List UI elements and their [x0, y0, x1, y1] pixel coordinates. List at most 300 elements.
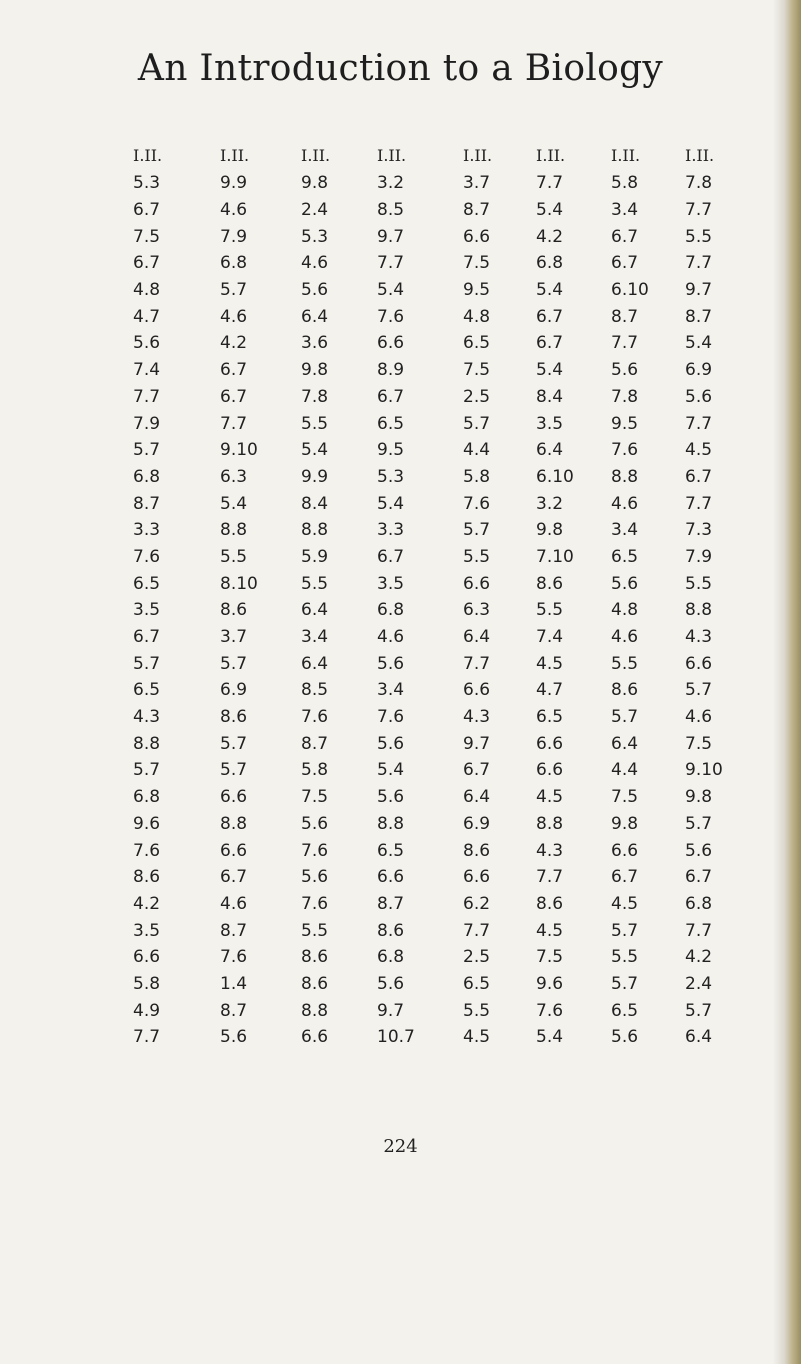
table-cell: 5.7: [685, 1000, 713, 1021]
table-row: [133, 277, 745, 304]
table-cell: 5.4: [377, 760, 405, 781]
table-cell: 8.6: [220, 600, 248, 621]
table-cell: 5.5: [685, 573, 713, 594]
table-cell: 5.6: [377, 787, 405, 808]
table-cell: 9.6: [133, 813, 161, 834]
table-cell: 3.5: [133, 600, 161, 621]
table-cell: 7.7: [536, 867, 564, 888]
table-cell: 5.7: [463, 520, 491, 541]
table-body: [133, 170, 745, 1051]
table-cell: 7.7: [133, 386, 161, 407]
table-cell: 8.6: [463, 840, 491, 861]
table-row: [133, 650, 745, 677]
table-cell: 9.8: [611, 813, 639, 834]
table-cell: 3.2: [377, 173, 405, 194]
table-row: [133, 944, 745, 971]
table-cell: 7.6: [377, 707, 405, 728]
table-cell: 6.4: [463, 787, 491, 808]
table-cell: 4.6: [220, 893, 248, 914]
table-cell: 6.8: [133, 787, 161, 808]
table-row: [133, 891, 745, 918]
table-cell: 8.8: [536, 813, 564, 834]
table-cell: 3.2: [536, 493, 564, 514]
table-cell: 8.7: [220, 920, 248, 941]
table-cell: 6.2: [463, 893, 491, 914]
table-cell: 6.10: [536, 466, 574, 487]
table-cell: 7.7: [377, 253, 405, 274]
table-cell: 9.9: [301, 466, 329, 487]
table-row: [133, 784, 745, 811]
table-cell: 4.6: [301, 253, 329, 274]
table-cell: 7.6: [220, 947, 248, 968]
table-cell: 2.4: [685, 973, 713, 994]
table-cell: 4.7: [536, 680, 564, 701]
page-title: An Introduction to a Biology: [137, 48, 664, 89]
table-cell: 5.4: [685, 333, 713, 354]
table-cell: 8.8: [133, 733, 161, 754]
table-cell: 6.8: [377, 947, 405, 968]
table-row: [133, 384, 745, 411]
table-cell: 6.7: [377, 386, 405, 407]
table-cell: 6.8: [220, 253, 248, 274]
table-cell: 7.9: [220, 226, 248, 247]
table-cell: 5.7: [685, 680, 713, 701]
table-cell: 7.8: [301, 386, 329, 407]
table-cell: 6.6: [463, 573, 491, 594]
table-row: [133, 330, 745, 357]
table-cell: 7.7: [685, 493, 713, 514]
table-cell: 5.6: [301, 813, 329, 834]
table-cell: 5.6: [611, 360, 639, 381]
table-cell: 7.10: [536, 546, 574, 567]
table-cell: 7.7: [685, 413, 713, 434]
table-cell: 5.6: [377, 973, 405, 994]
table-cell: 5.5: [611, 653, 639, 674]
table-cell: 5.6: [301, 867, 329, 888]
table-cell: 7.5: [611, 787, 639, 808]
table-row: [133, 357, 745, 384]
table-row: [133, 410, 745, 437]
table-cell: 3.7: [463, 173, 491, 194]
table-cell: 6.5: [133, 573, 161, 594]
table-cell: 4.2: [536, 226, 564, 247]
table-row: [133, 997, 745, 1024]
table-cell: 5.7: [611, 707, 639, 728]
table-cell: 4.6: [220, 200, 248, 221]
table-row: [133, 677, 745, 704]
table-cell: 7.5: [463, 360, 491, 381]
table-cell: 6.7: [611, 226, 639, 247]
table-cell: 2.4: [301, 200, 329, 221]
table-cell: 6.6: [536, 760, 564, 781]
table-cell: 4.5: [536, 920, 564, 941]
table-row: [133, 971, 745, 998]
table-cell: 6.4: [685, 1027, 713, 1048]
table-cell: 3.5: [536, 413, 564, 434]
table-cell: 7.7: [685, 253, 713, 274]
table-cell: 5.7: [220, 733, 248, 754]
table-row: [133, 223, 745, 250]
table-cell: 4.3: [536, 840, 564, 861]
table-cell: 7.6: [611, 440, 639, 461]
table-cell: 5.5: [463, 546, 491, 567]
table-cell: 7.8: [685, 173, 713, 194]
table-cell: 9.8: [685, 787, 713, 808]
table-cell: 7.7: [685, 200, 713, 221]
table-cell: 3.4: [301, 627, 329, 648]
table-cell: 10.7: [377, 1027, 415, 1048]
table-cell: 6.7: [220, 867, 248, 888]
table-cell: 6.3: [463, 600, 491, 621]
table-row: [133, 811, 745, 838]
table-cell: 8.6: [611, 680, 639, 701]
table-cell: 5.6: [611, 1027, 639, 1048]
table-cell: 8.5: [301, 680, 329, 701]
table-cell: 5.6: [611, 573, 639, 594]
table-cell: 7.4: [536, 627, 564, 648]
table-cell: 8.8: [220, 813, 248, 834]
table-cell: 4.2: [220, 333, 248, 354]
table-row: [133, 864, 745, 891]
table-cell: 6.7: [536, 306, 564, 327]
table-cell: 5.5: [301, 920, 329, 941]
table-cell: 7.9: [685, 546, 713, 567]
table-cell: 6.4: [536, 440, 564, 461]
table-cell: 7.7: [463, 653, 491, 674]
table-cell: 3.7: [220, 627, 248, 648]
table-row: [133, 170, 745, 197]
table-cell: 9.8: [536, 520, 564, 541]
table-cell: 6.6: [377, 333, 405, 354]
table-cell: 5.4: [377, 280, 405, 301]
table-cell: 4.8: [133, 280, 161, 301]
table-cell: 5.7: [611, 973, 639, 994]
table-cell: 3.4: [377, 680, 405, 701]
table-cell: 4.6: [611, 627, 639, 648]
table-cell: 4.6: [220, 306, 248, 327]
table-cell: 6.6: [220, 840, 248, 861]
table-cell: 6.6: [463, 226, 491, 247]
table-cell: 5.6: [685, 840, 713, 861]
table-cell: 3.4: [611, 200, 639, 221]
table-cell: 5.5: [536, 600, 564, 621]
table-cell: 8.6: [301, 947, 329, 968]
table-cell: 6.7: [463, 760, 491, 781]
table-cell: 6.9: [220, 680, 248, 701]
table-cell: 9.7: [377, 226, 405, 247]
table-cell: 5.4: [536, 280, 564, 301]
table-cell: 4.4: [611, 760, 639, 781]
table-cell: 6.7: [611, 253, 639, 274]
table-cell: 4.8: [463, 306, 491, 327]
table-cell: 6.5: [536, 707, 564, 728]
table-cell: 6.7: [133, 200, 161, 221]
table-cell: 6.8: [685, 893, 713, 914]
table-cell: 5.6: [377, 653, 405, 674]
table-cell: 7.6: [133, 840, 161, 861]
table-cell: 8.4: [536, 386, 564, 407]
table-row: [133, 197, 745, 224]
table-cell: 7.9: [133, 413, 161, 434]
table-cell: 7.6: [301, 840, 329, 861]
table-cell: 9.5: [463, 280, 491, 301]
table-cell: 8.6: [133, 867, 161, 888]
table-cell: 6.8: [536, 253, 564, 274]
table-cell: 4.3: [463, 707, 491, 728]
table-cell: 9.7: [685, 280, 713, 301]
table-cell: 5.8: [611, 173, 639, 194]
table-cell: 8.7: [377, 893, 405, 914]
table-cell: 6.7: [685, 466, 713, 487]
table-cell: 7.7: [611, 333, 639, 354]
table-cell: 4.5: [536, 787, 564, 808]
table-cell: 5.3: [301, 226, 329, 247]
table-cell: 9.8: [301, 173, 329, 194]
table-cell: 5.6: [685, 386, 713, 407]
table-cell: 4.9: [133, 1000, 161, 1021]
table-cell: 9.9: [220, 173, 248, 194]
table-cell: 5.9: [301, 546, 329, 567]
table-cell: 8.8: [220, 520, 248, 541]
table-cell: 7.6: [301, 707, 329, 728]
table-cell: 4.3: [133, 707, 161, 728]
table-cell: 8.4: [301, 493, 329, 514]
table-cell: 6.8: [377, 600, 405, 621]
table-cell: 8.6: [220, 707, 248, 728]
table-cell: 4.3: [685, 627, 713, 648]
table-cell: 5.7: [133, 440, 161, 461]
table-cell: 5.8: [301, 760, 329, 781]
table-cell: 8.7: [220, 1000, 248, 1021]
table-cell: 3.3: [133, 520, 161, 541]
table-row: [133, 1024, 745, 1051]
table-cell: 9.7: [377, 1000, 405, 1021]
table-cell: 5.7: [220, 280, 248, 301]
table-cell: 6.4: [301, 653, 329, 674]
table-cell: 4.5: [463, 1027, 491, 1048]
table-cell: 9.5: [377, 440, 405, 461]
column-header: I.II.: [133, 145, 163, 165]
data-table: [133, 140, 745, 1051]
table-row: [133, 757, 745, 784]
column-header: I.II.: [301, 145, 331, 165]
table-row: [133, 250, 745, 277]
page-edge-shadow: [773, 0, 801, 1364]
table-cell: 6.10: [611, 280, 649, 301]
table-header-row: [133, 140, 745, 170]
table-cell: 4.6: [377, 627, 405, 648]
table-cell: 8.6: [536, 573, 564, 594]
table-cell: 3.5: [133, 920, 161, 941]
table-cell: 6.7: [377, 546, 405, 567]
table-cell: 7.7: [133, 1027, 161, 1048]
table-cell: 4.5: [536, 653, 564, 674]
table-cell: 6.7: [220, 360, 248, 381]
table-cell: 5.7: [133, 653, 161, 674]
table-cell: 5.4: [220, 493, 248, 514]
table-row: [133, 464, 745, 491]
column-header: I.II.: [377, 145, 407, 165]
column-header: I.II.: [611, 145, 641, 165]
table-cell: 4.5: [685, 440, 713, 461]
table-cell: 5.7: [611, 920, 639, 941]
table-cell: 6.9: [685, 360, 713, 381]
table-cell: 7.8: [611, 386, 639, 407]
table-cell: 7.7: [536, 173, 564, 194]
table-cell: 7.6: [463, 493, 491, 514]
table-cell: 4.6: [685, 707, 713, 728]
table-cell: 2.5: [463, 386, 491, 407]
table-cell: 5.3: [133, 173, 161, 194]
table-cell: 6.7: [220, 386, 248, 407]
table-cell: 5.7: [463, 413, 491, 434]
table-cell: 5.6: [220, 1027, 248, 1048]
table-cell: 7.5: [536, 947, 564, 968]
table-cell: 6.7: [133, 253, 161, 274]
table-cell: 7.6: [133, 546, 161, 567]
table-cell: 8.10: [220, 573, 258, 594]
table-cell: 6.6: [463, 680, 491, 701]
table-cell: 6.5: [133, 680, 161, 701]
table-cell: 7.5: [463, 253, 491, 274]
table-cell: 7.6: [377, 306, 405, 327]
table-cell: 2.5: [463, 947, 491, 968]
table-cell: 3.5: [377, 573, 405, 594]
table-cell: 4.6: [611, 493, 639, 514]
table-cell: 6.5: [463, 333, 491, 354]
table-cell: 7.5: [133, 226, 161, 247]
table-row: [133, 437, 745, 464]
table-cell: 4.8: [611, 600, 639, 621]
table-cell: 9.6: [536, 973, 564, 994]
table-cell: 5.4: [536, 1027, 564, 1048]
table-cell: 7.6: [301, 893, 329, 914]
table-cell: 6.7: [611, 867, 639, 888]
table-row: [133, 570, 745, 597]
table-cell: 7.7: [463, 920, 491, 941]
table-cell: 8.8: [685, 600, 713, 621]
table-cell: 8.9: [377, 360, 405, 381]
table-cell: 4.7: [133, 306, 161, 327]
table-cell: 6.4: [611, 733, 639, 754]
table-cell: 4.2: [133, 893, 161, 914]
table-cell: 6.5: [611, 546, 639, 567]
table-cell: 6.9: [463, 813, 491, 834]
table-cell: 7.3: [685, 520, 713, 541]
table-cell: 8.7: [133, 493, 161, 514]
column-header: I.II.: [536, 145, 566, 165]
table-cell: 5.5: [463, 1000, 491, 1021]
table-cell: 5.6: [377, 733, 405, 754]
table-cell: 6.5: [377, 840, 405, 861]
table-cell: 8.8: [377, 813, 405, 834]
table-cell: 6.3: [220, 466, 248, 487]
table-cell: 8.8: [301, 1000, 329, 1021]
table-cell: 8.6: [536, 893, 564, 914]
table-cell: 6.6: [611, 840, 639, 861]
table-cell: 6.8: [133, 466, 161, 487]
table-cell: 4.5: [611, 893, 639, 914]
table-row: [133, 490, 745, 517]
table-cell: 6.5: [463, 973, 491, 994]
table-row: [133, 837, 745, 864]
table-row: [133, 624, 745, 651]
table-cell: 8.7: [463, 200, 491, 221]
table-cell: 5.4: [536, 360, 564, 381]
table-cell: 4.2: [685, 947, 713, 968]
table-cell: 5.7: [220, 653, 248, 674]
table-cell: 5.3: [377, 466, 405, 487]
table-cell: 5.5: [301, 413, 329, 434]
table-cell: 5.4: [301, 440, 329, 461]
table-cell: 5.7: [220, 760, 248, 781]
table-cell: 8.7: [685, 306, 713, 327]
table-cell: 3.6: [301, 333, 329, 354]
table-cell: 5.5: [611, 947, 639, 968]
table-cell: 5.7: [133, 760, 161, 781]
table-cell: 9.10: [685, 760, 723, 781]
table-cell: 5.4: [377, 493, 405, 514]
table-cell: 9.7: [463, 733, 491, 754]
table-cell: 6.6: [463, 867, 491, 888]
table-cell: 1.4: [220, 973, 248, 994]
table-cell: 7.4: [133, 360, 161, 381]
table-row: [133, 730, 745, 757]
table-cell: 8.6: [301, 973, 329, 994]
table-cell: 5.4: [536, 200, 564, 221]
table-row: [133, 917, 745, 944]
table-cell: 5.7: [685, 813, 713, 834]
table-cell: 3.4: [611, 520, 639, 541]
table-cell: 5.6: [133, 333, 161, 354]
table-cell: 5.5: [220, 546, 248, 567]
table-cell: 5.8: [133, 973, 161, 994]
table-cell: 6.4: [301, 600, 329, 621]
table-cell: 9.10: [220, 440, 258, 461]
table-cell: 6.6: [220, 787, 248, 808]
table-cell: 8.6: [377, 920, 405, 941]
table-cell: 6.7: [536, 333, 564, 354]
table-row: [133, 303, 745, 330]
table-cell: 6.4: [463, 627, 491, 648]
table-cell: 6.5: [611, 1000, 639, 1021]
table-cell: 6.6: [685, 653, 713, 674]
table-cell: 6.7: [685, 867, 713, 888]
table-cell: 6.6: [536, 733, 564, 754]
table-cell: 6.4: [301, 306, 329, 327]
page-number: 224: [383, 1136, 418, 1157]
table-cell: 3.3: [377, 520, 405, 541]
table-cell: 4.4: [463, 440, 491, 461]
table-cell: 5.5: [685, 226, 713, 247]
column-header: I.II.: [220, 145, 250, 165]
table-row: [133, 517, 745, 544]
table-cell: 9.5: [611, 413, 639, 434]
table-cell: 6.6: [301, 1027, 329, 1048]
table-cell: 7.5: [301, 787, 329, 808]
table-cell: 7.6: [536, 1000, 564, 1021]
table-cell: 6.7: [133, 627, 161, 648]
table-row: [133, 597, 745, 624]
column-header: I.II.: [463, 145, 493, 165]
table-row: [133, 704, 745, 731]
table-cell: 8.7: [611, 306, 639, 327]
table-cell: 5.6: [301, 280, 329, 301]
table-row: [133, 544, 745, 571]
table-cell: 6.6: [377, 867, 405, 888]
table-cell: 8.8: [301, 520, 329, 541]
table-cell: 6.6: [133, 947, 161, 968]
